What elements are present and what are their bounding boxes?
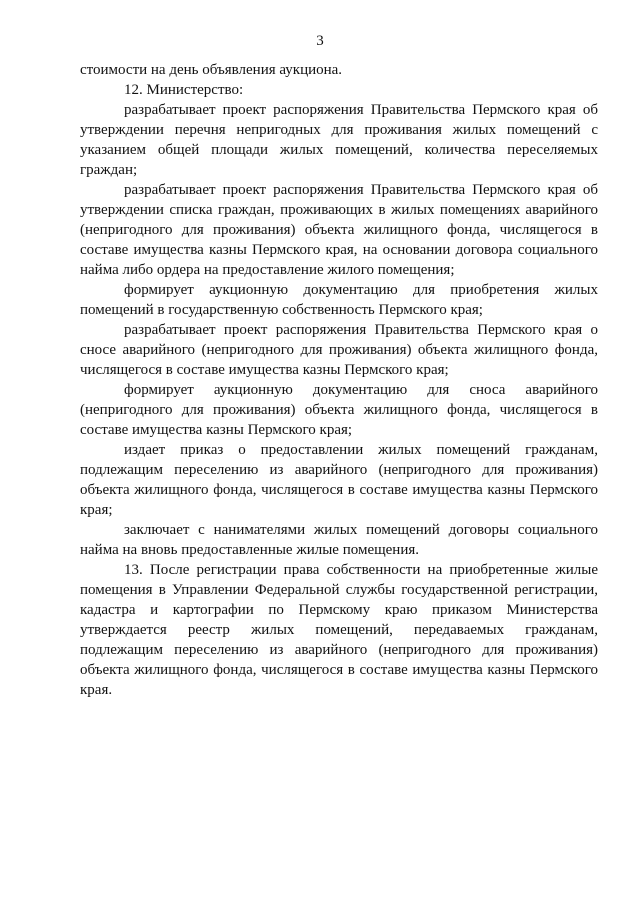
paragraph-item-12-2: разрабатывает проект распоряжения Правительства Пермского края об утверждении списка граждан, проживающих в жилых помещениях аварийного (непригодного для проживания) объекта жилищного фонда, числящегося в составе имущества казны Пермского края, на основании договора социального найма либо ордера на предоставление жилого помещения; <box>80 182 598 278</box>
document-body <box>80 60 598 700</box>
paragraph-item-12-4: разрабатывает проект распоряжения Правительства Пермского края о сносе аварийного (непригодного для проживания) объекта жилищного фонда, числящегося в составе имущества казны Пермского края; <box>80 322 598 378</box>
paragraph-item-12-5: формирует аукционную документацию для сноса аварийного (непригодного для проживания) объекта жилищного фонда, числящегося в составе имущества казны Пермского края; <box>80 382 598 438</box>
page-number: 3 <box>316 33 324 49</box>
paragraph-item-12-1: разрабатывает проект распоряжения Правительства Пермского края об утверждении перечня непригодных для проживания жилых помещений с указанием общей площади жилых помещений, количества переселяемых граждан; <box>80 102 598 178</box>
paragraph-item-12-heading: 12. Министерство: <box>124 82 244 98</box>
paragraph-item-12-3: формирует аукционную документацию для приобретения жилых помещений в государственную собственность Пермского края; <box>80 282 598 318</box>
paragraph-item-13: 13. После регистрации права собственности на приобретенные жилые помещения в Управлении Федеральной службы государственной регистрации, кадастра и картографии по Пермскому краю приказом Министерства утверждается реестр жилых помещений, передаваемых гражданам, подлежащим переселению из аварийного (непригодного для проживания) объекта жилищного фонда, числящегося в составе имущества казны Пермского края. <box>80 562 598 698</box>
paragraph-item-12-7: заключает с нанимателями жилых помещений договоры социального найма на вновь предоставленные жилые помещения. <box>80 522 598 558</box>
paragraph-continuation: стоимости на день объявления аукциона. <box>80 62 343 78</box>
paragraph-item-12-6: издает приказ о предоставлении жилых помещений гражданам, подлежащим переселению из аварийного (непригодного для проживания) объекта жилищного фонда, числящегося в составе имущества казны Пермского края; <box>80 442 598 518</box>
